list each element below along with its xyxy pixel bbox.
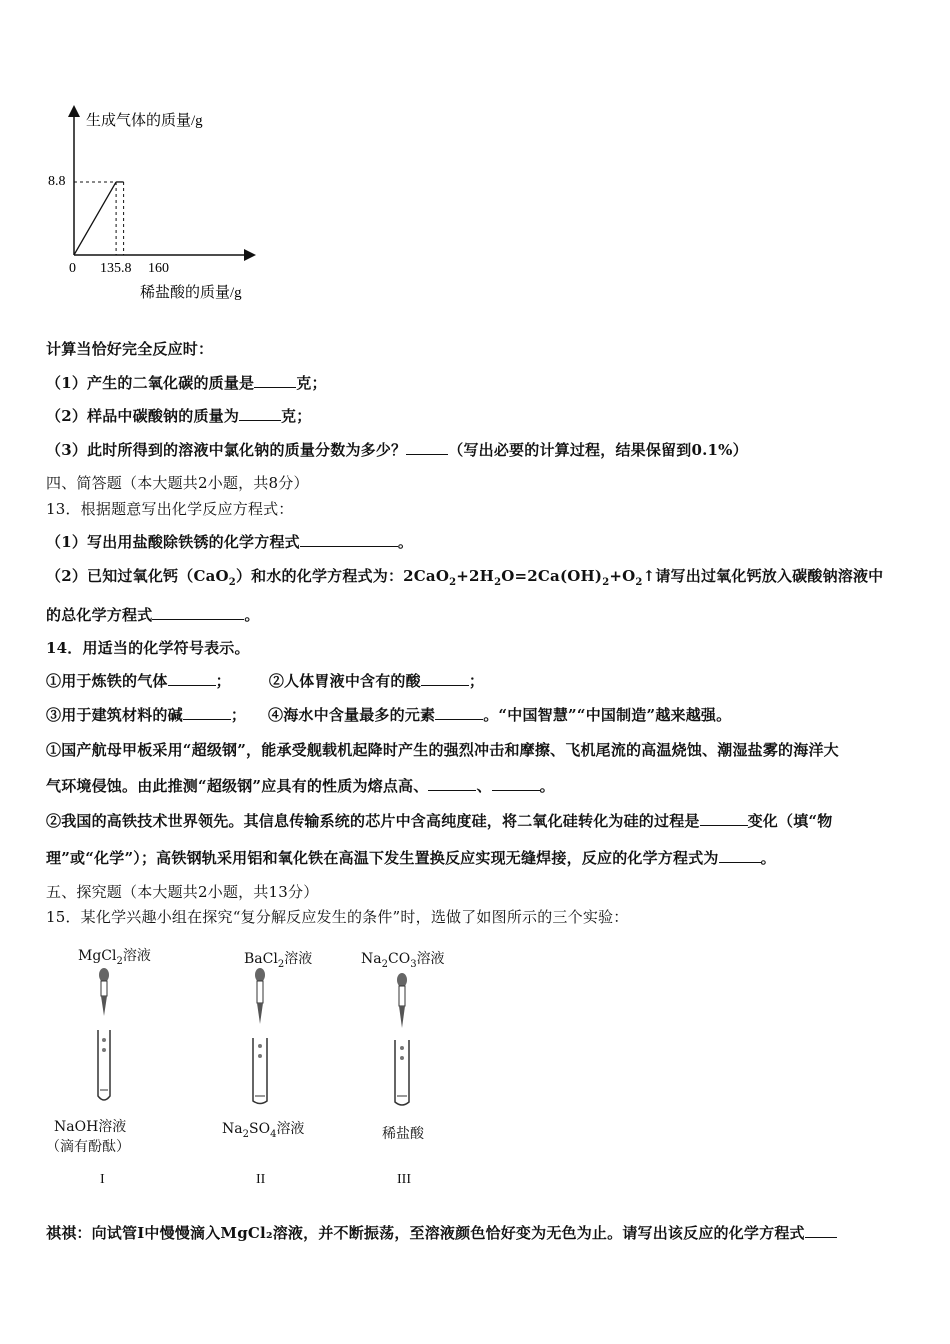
answer-blank[interactable]	[300, 532, 398, 547]
q12-intro: 计算当恰好完全反应时：	[46, 340, 214, 358]
tube1-numeral: I	[100, 1172, 105, 1187]
q12-part2: （2）样品中碳酸钠的质量为 克；	[46, 407, 312, 425]
q14-stem: 14．用适当的化学符号表示。	[46, 639, 250, 657]
tube3-reagent-label: $Na_2CO_3$溶液	[361, 951, 445, 970]
answer-blank[interactable]	[406, 440, 448, 455]
x-axis-label: 稀盐酸的质量/g	[140, 285, 242, 301]
section5-title: 五、探究题（本大题共2小题，共13分）	[46, 883, 319, 901]
tube2-solution-label: $Na_2SO_4$溶液	[222, 1121, 305, 1140]
tube2-reagent-label: BaCl$_2$溶液	[244, 951, 313, 970]
q12-part3: （3）此时所得到的溶液中氯化钠的质量分数为多少？ （写出必要的计算过程，结果保留到0.1%）	[46, 441, 748, 459]
y-tick-8.8: 8.8	[48, 174, 66, 189]
test-tube-icon	[395, 1040, 409, 1105]
q14-line4: 气环境侵蚀。由此推测“超级钢”应具有的性质为熔点高、 、 。	[46, 777, 555, 795]
tube1-solution-label: NaOH溶液	[54, 1119, 127, 1135]
answer-blank[interactable]	[805, 1223, 837, 1238]
q15-last-line: 祺祺：向试管Ⅰ中慢慢滴入MgCl₂溶液，并不断振荡，至溶液颜色恰好变为无色为止。请写出该反应的化学方程式	[46, 1222, 837, 1243]
answer-blank[interactable]	[719, 848, 761, 863]
test-tube-icon	[253, 1038, 267, 1104]
tube1-note: （滴有酚酞）	[46, 1139, 130, 1155]
q14-line5: ②我国的高铁技术世界领先。其信息传输系统的芯片中含高纯度硅，将二氧化硅转化为硅的过程是 变化（填“物	[46, 812, 833, 830]
answer-blank[interactable]	[435, 705, 483, 720]
dropper-icon	[397, 973, 407, 1028]
test-tube-icon	[98, 1030, 110, 1100]
q15-stem: 15．某化学兴趣小组在探究“复分解反应发生的条件”时，选做了如图所示的三个实验：	[46, 908, 629, 926]
section4-title: 四、简答题（本大题共2小题，共8分）	[46, 474, 309, 492]
answer-blank[interactable]	[700, 811, 748, 826]
gas-mass-graph	[40, 105, 300, 305]
test-tubes-figure	[60, 966, 480, 1106]
y-axis-label: 生成气体的质量/g	[86, 113, 203, 129]
q13-part2-cont: 的总化学方程式 。	[46, 606, 260, 624]
q12-part1: （1）产生的二氧化碳的质量是 克；	[46, 374, 327, 392]
tube1-reagent-label: MgCl$_2$溶液	[78, 948, 151, 967]
x-tick-160: 160	[148, 261, 169, 276]
series-segment	[74, 182, 116, 255]
q13-part1: （1）写出用盐酸除铁锈的化学方程式 。	[46, 533, 414, 551]
q13-stem: 13．根据题意写出化学反应方程式：	[46, 500, 294, 518]
dropper-icon	[99, 968, 109, 1016]
tube2-numeral: II	[256, 1172, 266, 1187]
answer-blank[interactable]	[492, 776, 540, 791]
answer-blank[interactable]	[183, 705, 231, 720]
answer-blank[interactable]	[421, 671, 469, 686]
x-tick-0: 0	[69, 261, 76, 276]
q14-line3: ①国产航母甲板采用“超级钢”，能承受舰载机起降时产生的强烈冲击和摩擦、飞机尾流的高温烧蚀、潮湿盐雾的海洋大	[46, 741, 839, 759]
dropper-icon	[255, 968, 265, 1024]
answer-blank[interactable]	[428, 776, 476, 791]
q14-line2: ③用于建筑材料的碱 ； ④海水中含量最多的元素 。“中国智慧”“中国制造”越来越强。	[46, 706, 732, 724]
tube3-numeral: III	[397, 1172, 411, 1187]
x-tick-135.8: 135.8	[100, 261, 132, 276]
answer-blank[interactable]	[152, 605, 244, 620]
q14-line6: 理”或“化学”）；高铁钢轨采用铝和氧化铁在高温下发生置换反应实现无缝焊接，反应的化学方程式为 。	[46, 849, 776, 867]
q14-line1: ①用于炼铁的气体 ； ②人体胃液中含有的酸 ；	[46, 672, 485, 690]
answer-blank[interactable]	[168, 671, 216, 686]
q13-part2: （2）已知过氧化钙（CaO$_2$）和水的化学方程式为：$2CaO_2+2H_2O=2Ca(OH)_2+O_2↑$请写出过氧化钙放入碳酸钠溶液中	[46, 567, 884, 588]
answer-blank[interactable]	[239, 406, 281, 421]
tube3-solution-label: 稀盐酸	[382, 1126, 424, 1142]
answer-blank[interactable]	[254, 373, 296, 388]
